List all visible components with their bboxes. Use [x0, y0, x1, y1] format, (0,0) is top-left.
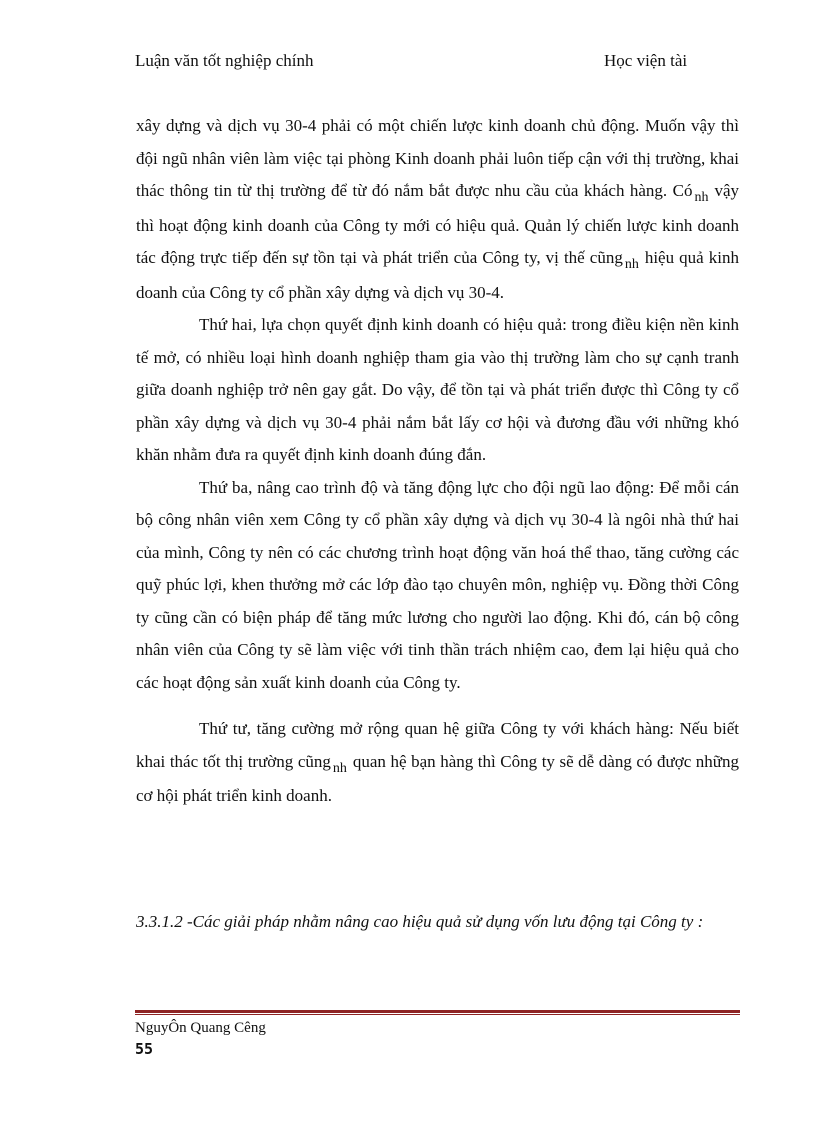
- page-number: 55: [135, 1040, 154, 1058]
- paragraph-1-part-b: vậy thì hoạt động kinh doanh của Công ty mới có hiệu quả. Quản lý chiến lược kinh doanh tác động trực tiếp đến sự tồn tại và phát triển của Công ty, vị thế cũng: [136, 181, 739, 267]
- paragraph-1-part-c: hiệu quả kinh doanh của Công ty cổ phần xây dựng và dịch vụ 30-4.: [136, 248, 739, 302]
- paragraph-1: [136, 110, 739, 309]
- subscript-mark: nh: [694, 190, 709, 205]
- paragraph-3: Thứ ba, nâng cao trình độ và tăng động lực cho đội ngũ lao động: Để mỗi cán bộ công nhân viên xem Công ty cổ phần xây dựng và dịch vụ 30-4 là ngôi nhà thứ hai của mình, Công ty nên có các chương trình hoạt động văn hoá thể thao, tăng cường các quỹ phúc lợi, khen thưởng mở các lớp đào tạo chuyên môn, nghiệp vụ. Đồng thời Công ty cũng cần có biện pháp để tăng mức lương cho người lao động. Khi đó, cán bộ công nhân viên của Công ty sẽ làm việc với tinh thần trách nhiệm cao, đem lại hiệu quả cho các hoạt động sản xuất kinh doanh của Công ty.: [136, 477, 739, 692]
- footer-author: NguyÔn Quang Cêng: [135, 1020, 266, 1036]
- subscript-mark: nh: [624, 257, 639, 272]
- paragraph-1-part-a: xây dựng và dịch vụ 30-4 phải có một chiến lược kinh doanh chủ động. Muốn vậy thì đội ngũ nhân viên làm việc tại phòng Kinh doanh phải luôn tiếp cận với thị trường, khai thác thông tin từ thị trường để từ đó nắm bắt được nhu cầu của khách hàng. Có: [136, 116, 739, 200]
- paragraph-2: Thứ hai, lựa chọn quyết định kinh doanh có hiệu quả: trong điều kiện nền kinh tế mở, có nhiều loại hình doanh nghiệp tham gia vào thị trường làm cho sự cạnh tranh giữa doanh nghiệp trở nên gay gắt. Do vậy, để tồn tại và phát triển được thì Công ty cổ phần xây dựng và dịch vụ 30-4 phải nắm bắt lấy cơ hội và đương đầu với những khó khăn nhằm đưa ra quyết định kinh doanh đúng đắn.: [136, 315, 739, 464]
- subscript-mark: nh: [332, 760, 347, 776]
- header-right-title: Học viện tài: [604, 51, 688, 70]
- header-left-title: Luận văn tốt nghiệp chính: [135, 51, 314, 70]
- section-subheading: 3.3.1.2 -Các giải pháp nhằm nâng cao hiệu quả sử dụng vốn lưu động tại Công ty :: [136, 912, 704, 931]
- paragraph-4-part-a: Thứ tư, tăng cường mở rộng quan hệ giữa Công ty với khách hàng: Nếu biết khai thác tốt thị trường cũng: [136, 719, 739, 771]
- footer-divider: [135, 1010, 740, 1015]
- paragraph-4: [136, 713, 739, 813]
- document-body: [136, 110, 739, 813]
- paragraph-4-part-b: quan hệ bạn hàng thì Công ty sẽ dễ dàng có được những cơ hội phát triển kinh doanh.: [136, 751, 740, 805]
